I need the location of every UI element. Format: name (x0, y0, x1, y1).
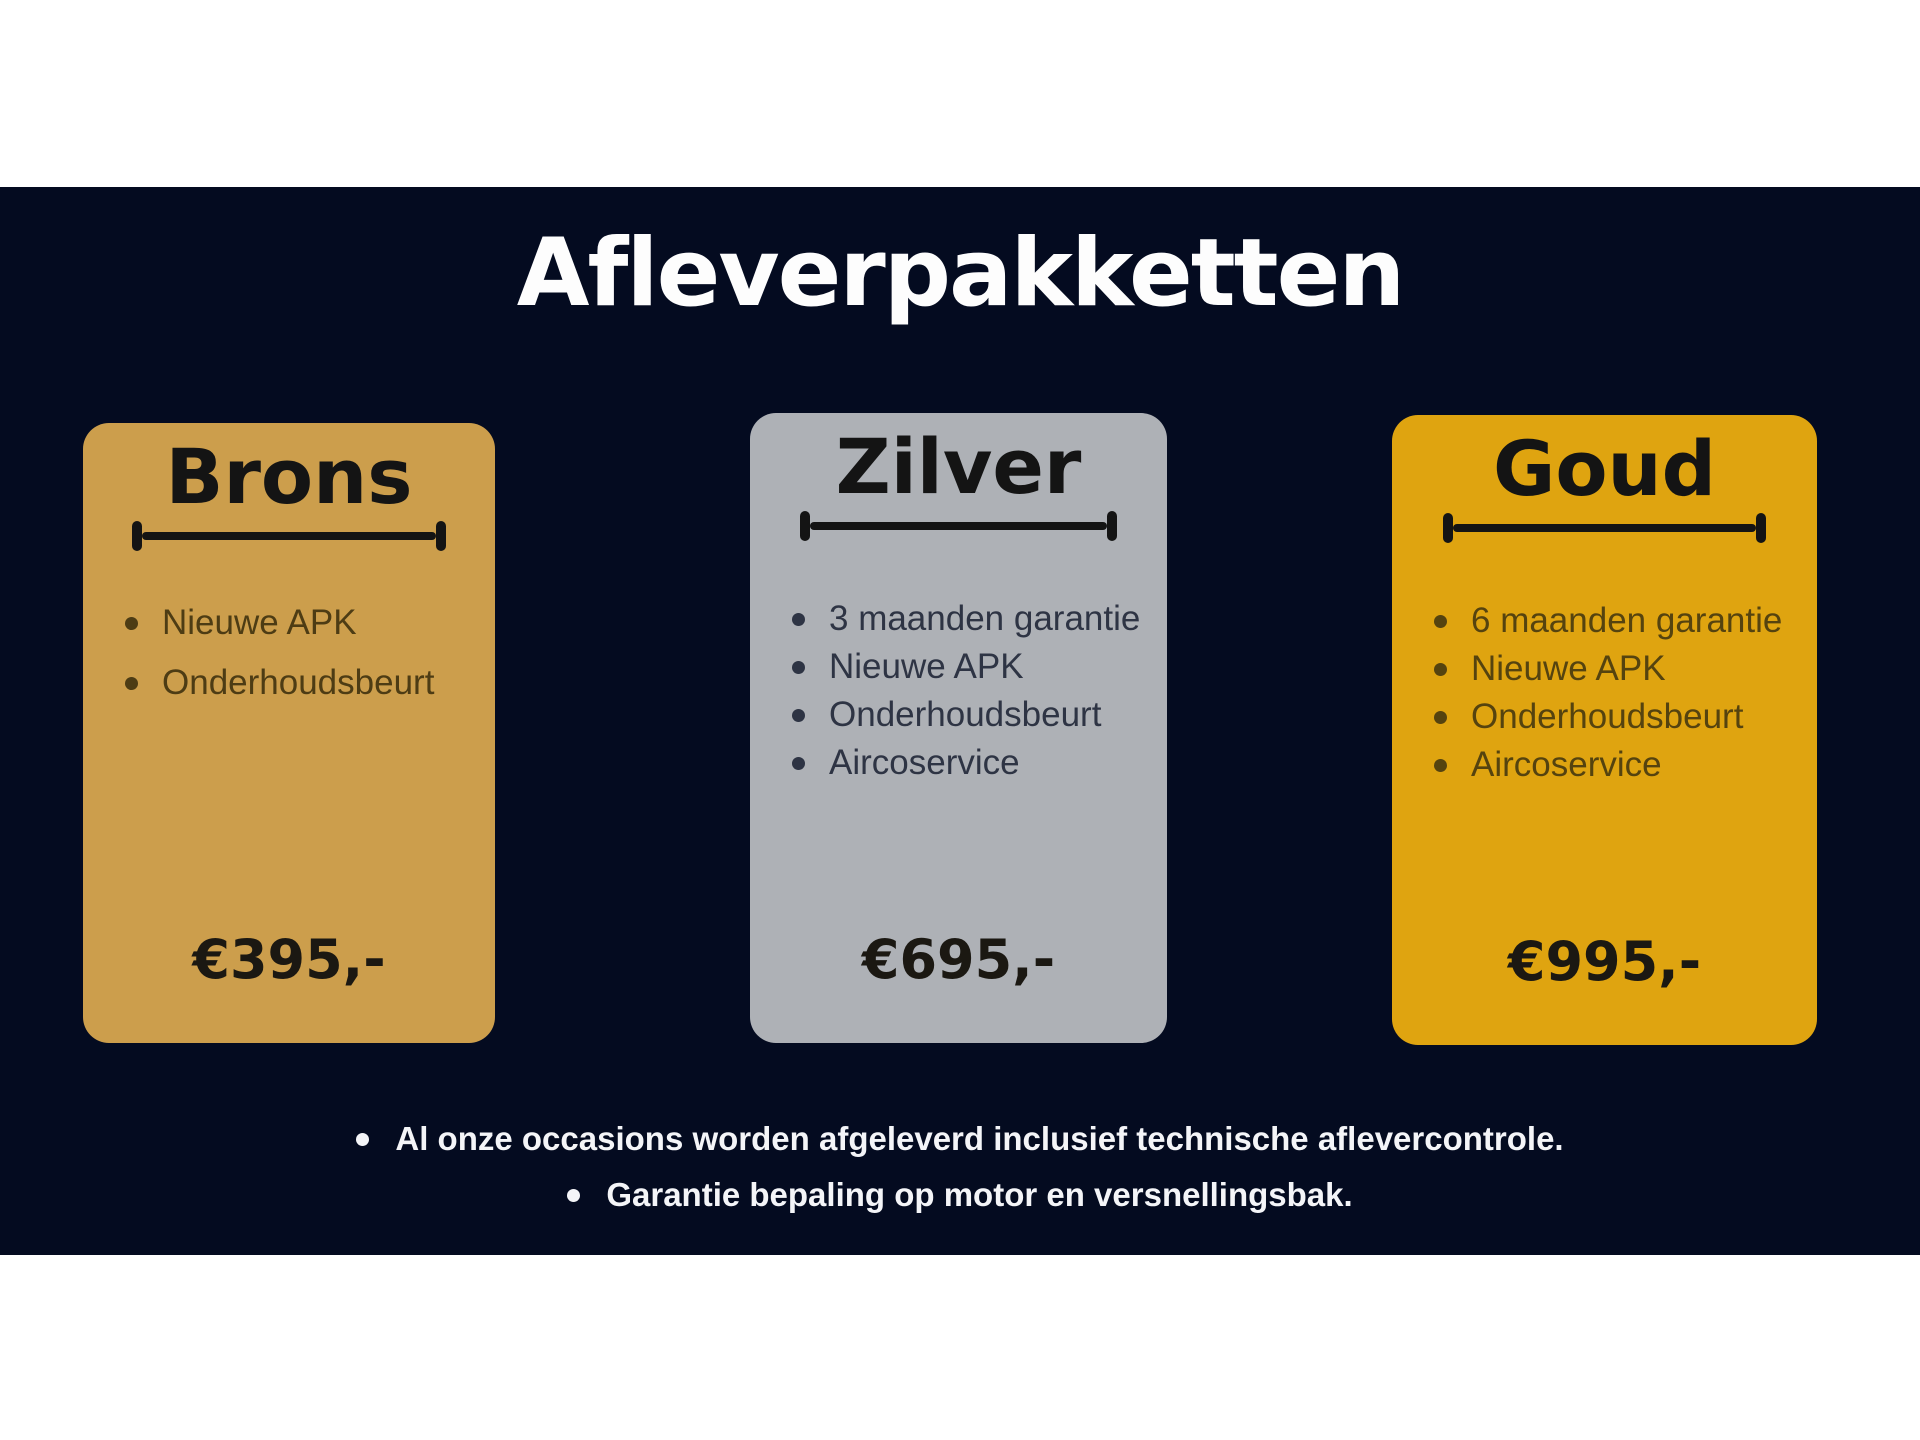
footnote-text: Garantie bepaling op motor en versnellingsbak. (606, 1176, 1353, 1213)
footnote-line (0, 1111, 1920, 1167)
bullet-icon (792, 709, 805, 722)
bracket-bar (810, 522, 1107, 530)
top-white-margin (0, 0, 1920, 187)
footnotes (0, 1111, 1920, 1223)
feature-item (792, 739, 1153, 787)
bullet-icon (125, 677, 138, 690)
feature-item (792, 643, 1153, 691)
package-name-zilver: Zilver (835, 422, 1082, 511)
feature-list-goud (1392, 597, 1817, 789)
feature-item (1434, 597, 1803, 645)
bullet-icon (792, 613, 805, 626)
bullet-icon (356, 1133, 369, 1146)
feature-label: Nieuwe APK (829, 647, 1024, 686)
feature-item (1434, 693, 1803, 741)
feature-label: 6 maanden garantie (1471, 601, 1783, 640)
package-price-zilver: €695,- (861, 928, 1056, 991)
package-card-brons (83, 423, 495, 1043)
package-card-goud (1392, 415, 1817, 1045)
bottom-white-margin (0, 1255, 1920, 1440)
feature-item (792, 691, 1153, 739)
feature-label: Aircoservice (829, 743, 1020, 782)
feature-label: Onderhoudsbeurt (1471, 697, 1744, 736)
footnote-text: Al onze occasions worden afgeleverd inclusief technische aflevercontrole. (395, 1120, 1564, 1157)
underline-bracket-icon (800, 511, 1117, 541)
footnote-line (0, 1167, 1920, 1223)
feature-item (125, 653, 481, 713)
feature-item (1434, 645, 1803, 693)
feature-item (1434, 741, 1803, 789)
feature-item (792, 595, 1153, 643)
package-card-zilver (750, 413, 1167, 1043)
bracket-right-cap (436, 521, 446, 551)
bracket-bar (1453, 524, 1756, 532)
bullet-icon (567, 1189, 580, 1202)
bracket-left-cap (132, 521, 142, 551)
bullet-icon (125, 617, 138, 630)
bracket-left-cap (800, 511, 810, 541)
bracket-bar (142, 532, 435, 540)
underline-bracket-icon (1443, 513, 1766, 543)
bracket-left-cap (1443, 513, 1453, 543)
bullet-icon (1434, 615, 1447, 628)
feature-label: Aircoservice (1471, 745, 1662, 784)
feature-list-brons (83, 593, 495, 713)
bullet-icon (1434, 759, 1447, 772)
feature-label: Onderhoudsbeurt (162, 663, 435, 702)
bullet-icon (1434, 711, 1447, 724)
feature-label: Nieuwe APK (1471, 649, 1666, 688)
underline-bracket-icon (132, 521, 445, 551)
package-name-goud: Goud (1492, 424, 1717, 513)
feature-label: Nieuwe APK (162, 603, 357, 642)
bracket-right-cap (1756, 513, 1766, 543)
package-price-goud: €995,- (1507, 930, 1702, 993)
feature-list-zilver (750, 595, 1167, 787)
main-panel (0, 187, 1920, 1255)
bracket-right-cap (1107, 511, 1117, 541)
package-price-brons: €395,- (192, 928, 386, 991)
feature-label: 3 maanden garantie (829, 599, 1141, 638)
page-title: Afleverpakketten (516, 219, 1404, 328)
feature-item (125, 593, 481, 653)
bullet-icon (792, 757, 805, 770)
bullet-icon (1434, 663, 1447, 676)
package-name-brons: Brons (165, 432, 413, 521)
bullet-icon (792, 661, 805, 674)
feature-label: Onderhoudsbeurt (829, 695, 1102, 734)
